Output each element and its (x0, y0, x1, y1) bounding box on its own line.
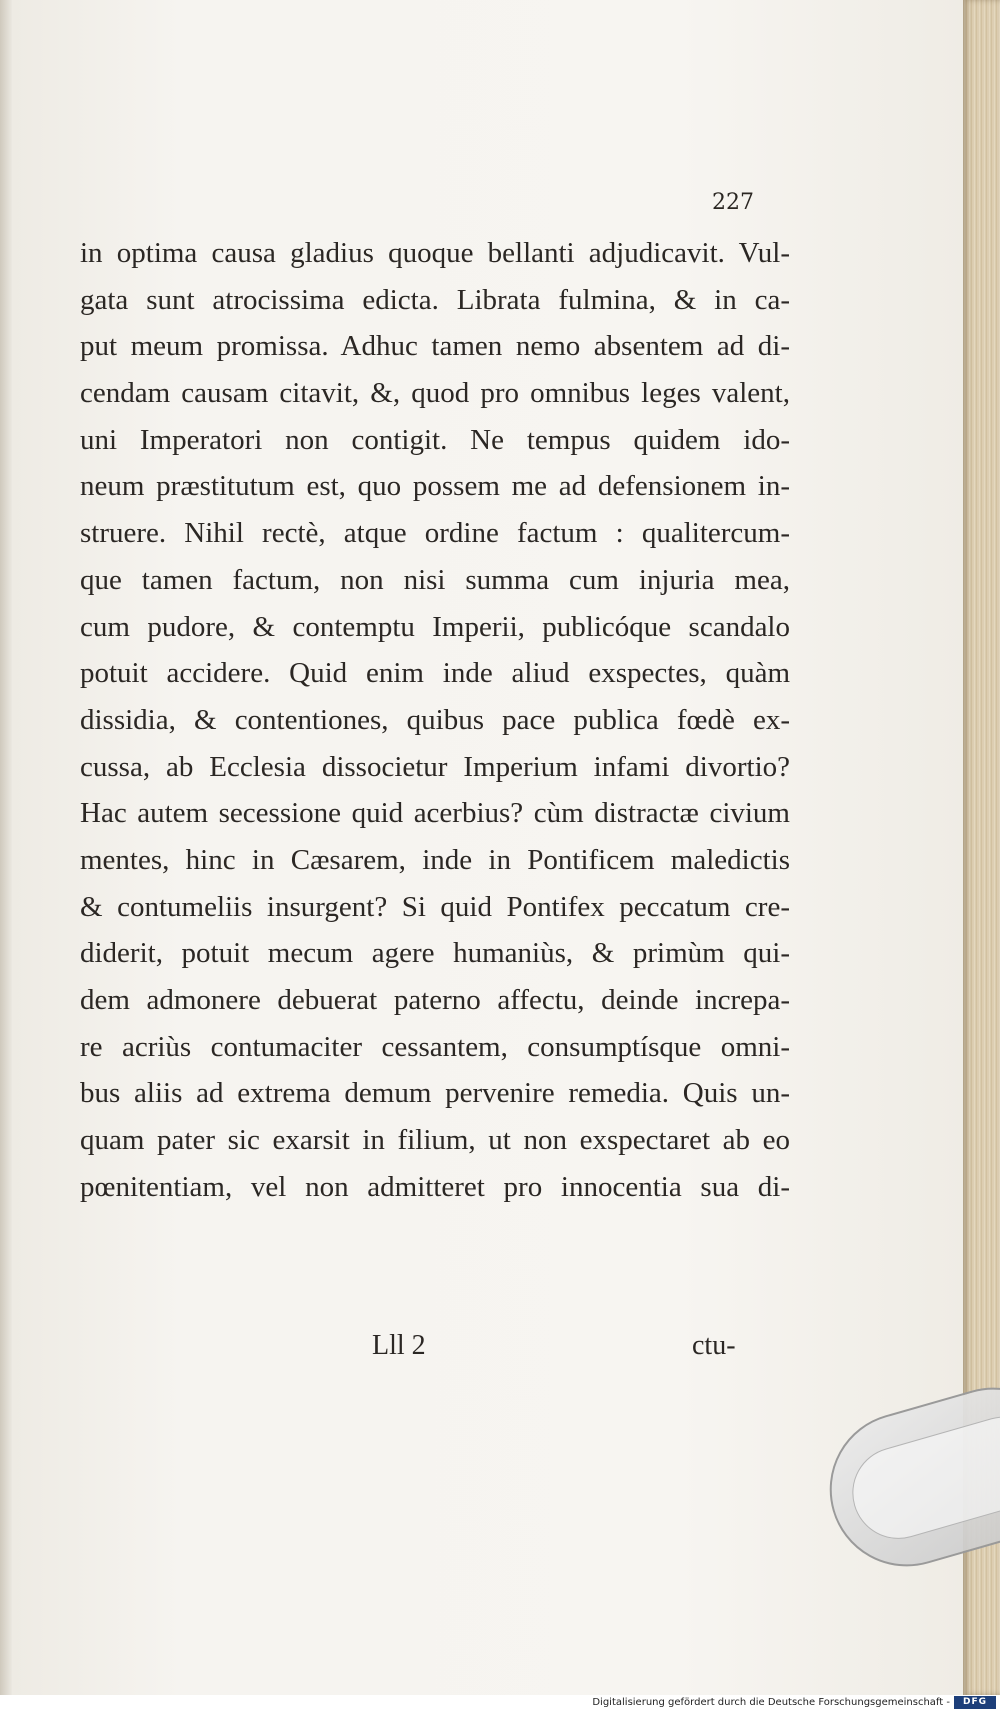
text-line: put meum promissa. Adhuc tamen nemo absentem ad di- (80, 330, 790, 363)
text-line: diderit, potuit mecum agere humaniùs, & primùm qui- (80, 937, 790, 970)
text-line: gata sunt atrocissima edicta. Librata fulmina, & in ca- (80, 283, 790, 316)
digitization-footer (0, 1695, 1000, 1710)
text-line: & contumeliis insurgent? Si quid Pontifex peccatum cre- (80, 890, 790, 923)
text-line: bus aliis ad extrema demum pervenire remedia. Quis un- (80, 1077, 790, 1110)
text-line: dem admonere debuerat paterno affectu, deinde increpa- (80, 984, 790, 1016)
page-clamp-window (841, 1406, 1000, 1550)
text-line: dissidia, & contentiones, quibus pace publica fœdè ex- (80, 703, 790, 736)
facing-page-edge (0, 0, 12, 1710)
text-line: pœnitentiam, vel non admitteret pro innocentia sua di- (80, 1170, 790, 1203)
text-line: mentes, hinc in Cæsarem, inde in Pontificem maledictis (80, 843, 790, 876)
text-line: cendam causam citavit, &, quod pro omnibus leges valent, (80, 377, 790, 410)
text-line: re acriùs contumaciter cessantem, consumptísque omni- (80, 1030, 790, 1063)
text-line: uni Imperatori non contigit. Ne tempus quidem ido- (80, 423, 790, 456)
book-page (12, 0, 965, 1695)
text-line: quam pater sic exarsit in filium, ut non exspectaret ab eo (80, 1124, 790, 1157)
text-line: in optima causa gladius quoque bellanti adjudicavit. Vul- (80, 237, 790, 269)
text-line: cussa, ab Ecclesia dissocietur Imperium infami divortio? (80, 750, 790, 783)
text-line: struere. Nihil rectè, atque ordine factum : qualitercum- (80, 517, 790, 550)
text-line: potuit accidere. Quid enim inde aliud exspectes, quàm (80, 657, 790, 690)
catchword: ctu- (692, 1330, 736, 1361)
dfg-logo: DFG (954, 1696, 996, 1709)
page-number: 227 (712, 190, 754, 215)
body-text (80, 230, 790, 1210)
text-line: Hac autem secessione quid acerbius? cùm distractæ civium (80, 797, 790, 830)
text-line: neum præstitutum est, quo possem me ad defensionem in- (80, 470, 790, 503)
funding-credit: Digitalisierung gefördert durch die Deutsche Forschungsgemeinschaft - (592, 1697, 950, 1708)
text-line: que tamen factum, non nisi summa cum injuria mea, (80, 563, 790, 596)
text-line: cum pudore, & contemptu Imperii, publicóque scandalo (80, 610, 790, 643)
signature-mark: Lll 2 (372, 1330, 426, 1361)
